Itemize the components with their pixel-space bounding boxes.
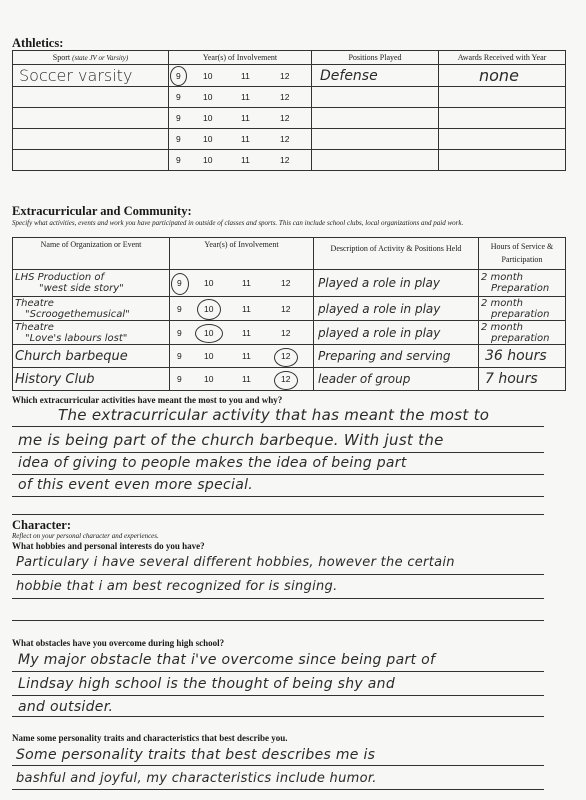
athletics-sport-cell[interactable] — [13, 108, 169, 129]
ec-years-cell[interactable]: 9 10 11 12 — [170, 270, 314, 297]
ec-name-cell[interactable]: Theatre "Love's labours lost" — [13, 321, 170, 345]
extracurricular-answer-line[interactable]: idea of giving to people makes the idea of being part — [18, 455, 407, 471]
athletics-position-cell[interactable] — [312, 129, 439, 150]
ec-name-cell[interactable]: LHS Production of "west side story" — [13, 270, 170, 297]
athletics-position-cell[interactable] — [312, 87, 439, 108]
athletics-heading: Athletics: — [12, 36, 64, 50]
character-heading: Character: — [12, 518, 71, 532]
answer-line — [12, 426, 544, 427]
extracurricular-answer-line[interactable]: The extracurricular activity that has meant the most to — [58, 406, 490, 424]
ec-description-cell[interactable]: leader of group — [314, 368, 479, 391]
ec-hours-cell[interactable]: 7 hours — [479, 368, 566, 391]
ec-years-cell[interactable]: 9 10 11 12 — [170, 297, 314, 321]
ec-row — [13, 345, 566, 368]
ec-row — [13, 270, 566, 297]
obstacles-answer-line[interactable]: Lindsay high school is the thought of being shy and — [18, 676, 396, 692]
traits-answer-line[interactable]: Some personality traits that best describes me is — [16, 747, 376, 763]
ec-name-cell[interactable]: Theatre "Scroogethemusical" — [13, 297, 170, 321]
traits-question: Name some personality traits and characteristics that best describe you. — [12, 733, 288, 743]
athletics-sport-cell[interactable]: Soccer varsity — [13, 65, 169, 87]
athletics-position-cell[interactable]: Defense — [312, 65, 439, 87]
ec-description-cell[interactable]: Preparing and serving — [314, 345, 479, 368]
obstacles-answer-line[interactable]: My major obstacle that i've overcome since being part of — [18, 652, 436, 668]
athletics-award-cell[interactable]: none — [439, 65, 566, 87]
answer-line — [12, 496, 544, 497]
answer-line — [12, 514, 544, 515]
ec-name-cell[interactable]: History Club — [13, 368, 170, 391]
answer-line — [12, 452, 544, 453]
ec-row — [13, 368, 566, 391]
ec-row — [13, 297, 566, 321]
athletics-sport-cell[interactable] — [13, 150, 169, 171]
ec-name-cell[interactable]: Church barbeque — [13, 345, 170, 368]
ec-description-header: Description of Activity & Positions Held — [314, 238, 479, 270]
athletics-position-cell[interactable] — [312, 108, 439, 129]
answer-line — [12, 620, 544, 621]
hobbies-answer-line[interactable]: hobbie that i am best recognized for is singing. — [16, 579, 338, 594]
ec-hours-cell[interactable]: 2 month preparation — [479, 321, 566, 345]
athletics-years-cell[interactable]: 9 10 11 12 — [169, 108, 312, 129]
athletics-row — [13, 150, 566, 171]
ec-years-cell[interactable]: 9 10 11 12 — [170, 368, 314, 391]
traits-answer-line[interactable]: bashful and joyful, my characteristics include humor. — [16, 771, 377, 786]
extracurricular-answer-line[interactable]: of this event even more special. — [18, 477, 254, 493]
athletics-award-cell[interactable] — [439, 150, 566, 171]
year-9-circle — [171, 273, 189, 295]
ec-description-cell[interactable]: played a role in play — [314, 297, 479, 321]
ec-years-cell[interactable]: 9 10 11 12 — [170, 321, 314, 345]
answer-line — [12, 765, 544, 766]
athletics-years-cell[interactable]: 9 10 11 12 — [169, 87, 312, 108]
answer-line — [12, 716, 544, 717]
athletics-years-cell[interactable]: 9 10 11 12 — [169, 129, 312, 150]
answer-line — [12, 695, 544, 696]
extracurricular-heading: Extracurricular and Community: — [12, 204, 192, 218]
athletics-table — [12, 50, 566, 171]
year-10-circle — [195, 324, 223, 343]
athletics-row — [13, 108, 566, 129]
answer-line — [12, 474, 544, 475]
ec-hours-header: Hours of Service & Participation — [479, 238, 566, 270]
extracurricular-table — [12, 237, 566, 391]
answer-line — [12, 574, 544, 575]
ec-hours-cell[interactable]: 2 month preparation — [479, 297, 566, 321]
extracurricular-instructions: Specify what activities, events and work you have participated in outside of classes and sports. This can include school clubs, local organizations and paid work. — [12, 219, 464, 227]
athletics-row — [13, 65, 566, 87]
athletics-award-cell[interactable] — [439, 87, 566, 108]
athletics-awards-header: Awards Received with Year — [439, 51, 566, 65]
athletics-sport-cell[interactable] — [13, 87, 169, 108]
year-12-circle — [274, 371, 298, 390]
hobbies-answer-line[interactable]: Particulary i have several different hobbies, however the certain — [16, 555, 455, 570]
athletics-award-cell[interactable] — [439, 108, 566, 129]
character-instructions: Reflect on your personal character and experiences. — [12, 532, 159, 540]
obstacles-question: What obstacles have you overcome during high school? — [12, 638, 225, 648]
extracurricular-answer-line[interactable]: me is being part of the church barbeque. With just the — [18, 431, 444, 449]
ec-years-cell[interactable]: 9 10 11 12 — [170, 345, 314, 368]
athletics-years-cell[interactable]: 9 10 11 12 — [169, 150, 312, 171]
answer-line — [12, 671, 544, 672]
year-12-circle — [274, 348, 298, 367]
year-9-circle — [170, 66, 187, 86]
athletics-sport-cell[interactable] — [13, 129, 169, 150]
athletics-years-cell[interactable]: 9 10 11 12 — [169, 65, 312, 87]
athletics-years-header: Year(s) of Involvement — [169, 51, 312, 65]
ec-hours-cell[interactable]: 2 month Preparation — [479, 270, 566, 297]
ec-hours-cell[interactable]: 36 hours — [479, 345, 566, 368]
year-10-circle — [197, 299, 221, 320]
athletics-row — [13, 129, 566, 150]
athletics-positions-header: Positions Played — [312, 51, 439, 65]
answer-line — [12, 789, 544, 790]
ec-row — [13, 321, 566, 345]
extracurricular-question: Which extracurricular activities have meant the most to you and why? — [12, 395, 283, 405]
obstacles-answer-line[interactable]: and outsider. — [18, 699, 114, 715]
athletics-row — [13, 87, 566, 108]
athletics-sport-header: Sport (state JV or Varsity) — [13, 51, 169, 65]
ec-years-header: Year(s) of Involvement — [170, 238, 314, 270]
athletics-award-cell[interactable] — [439, 129, 566, 150]
answer-line — [12, 598, 544, 599]
hobbies-question: What hobbies and personal interests do you have? — [12, 541, 205, 551]
ec-description-cell[interactable]: Played a role in play — [314, 270, 479, 297]
ec-description-cell[interactable]: played a role in play — [314, 321, 479, 345]
athletics-position-cell[interactable] — [312, 150, 439, 171]
ec-name-header: Name of Organization or Event — [13, 238, 170, 270]
